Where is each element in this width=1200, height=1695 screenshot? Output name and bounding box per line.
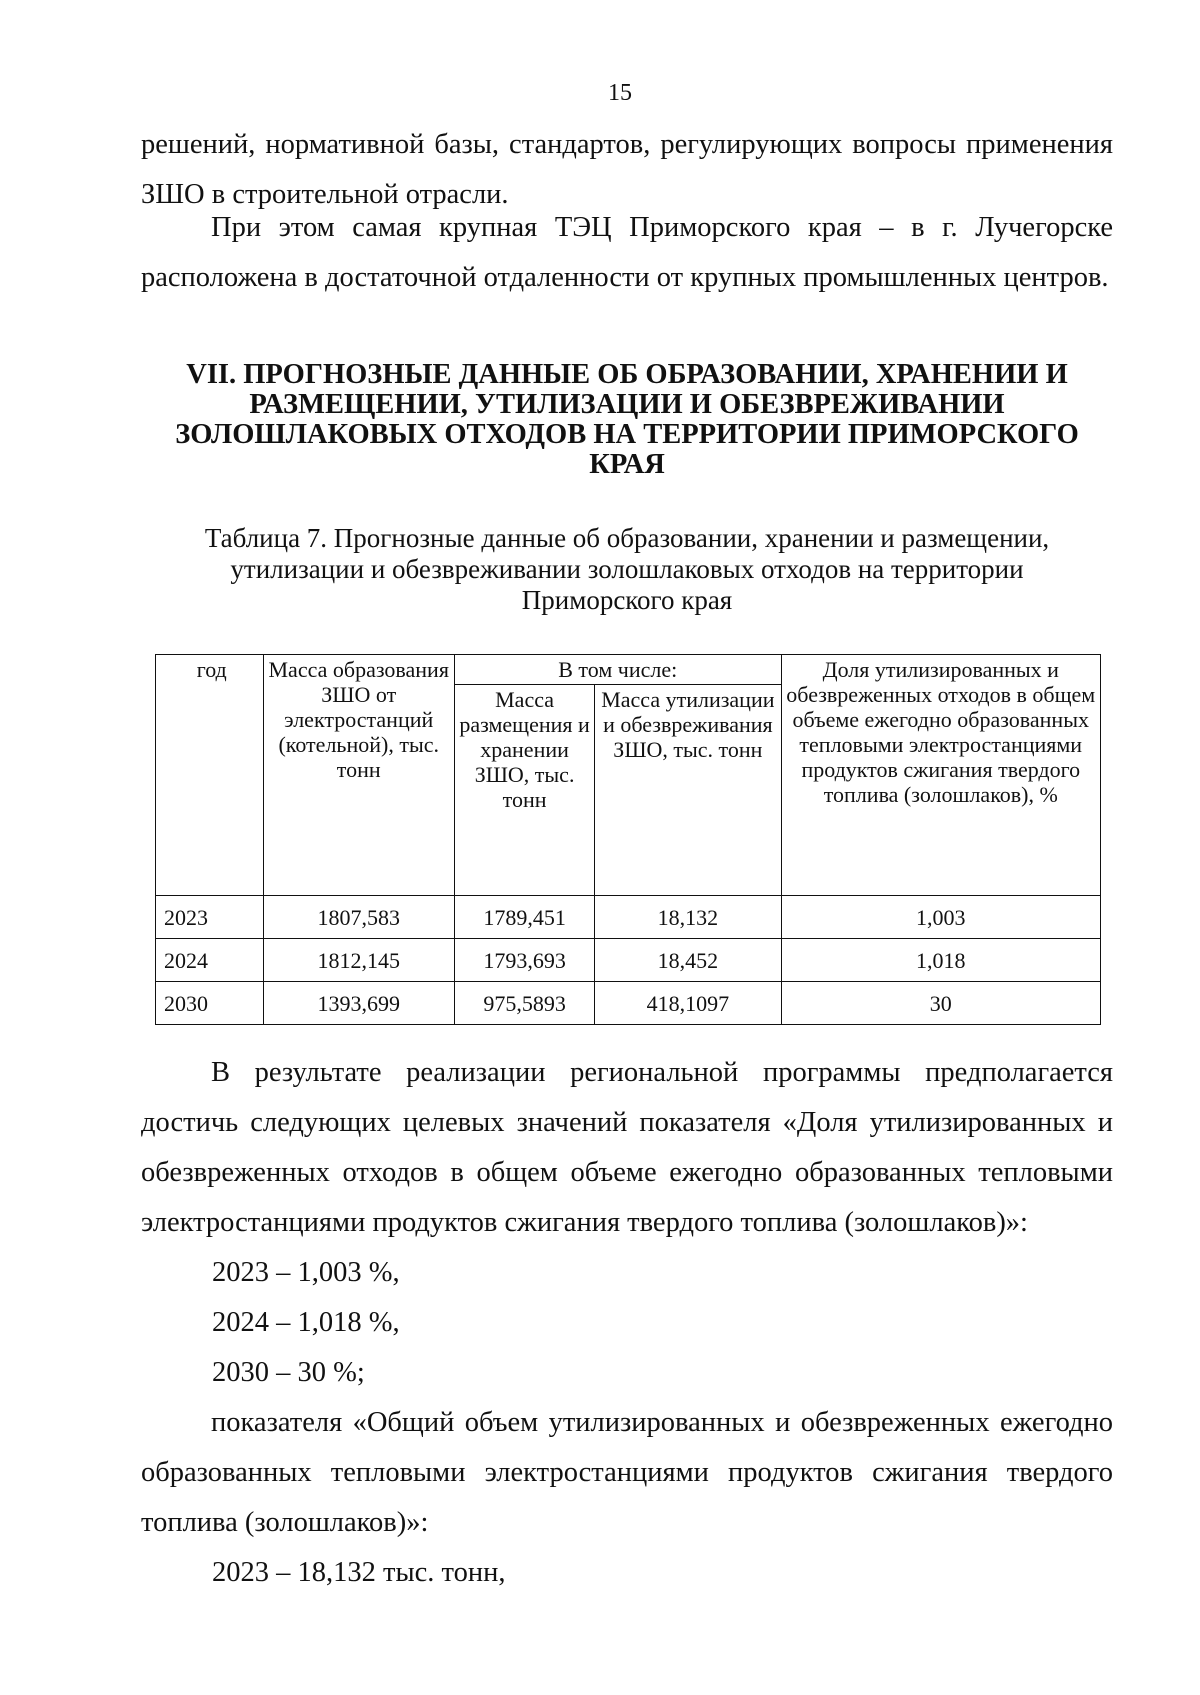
header-mass-total: Масса образования ЗШО от электростанций (котельной), тыс. тонн — [263, 655, 454, 896]
cell-mass-storage: 975,5893 — [454, 982, 594, 1025]
cell-mass-total: 1807,583 — [263, 896, 454, 939]
cell-mass-utilization: 18,132 — [595, 896, 781, 939]
forecast-table — [155, 654, 1101, 1025]
result-paragraph-text: В результате реализации региональной программы предполагается достичь следующих целевых значений показателя «Доля утилизированных и обезвреженных отходов в общем объеме ежегодно образованных тепловыми электростанциями продуктов сжигания твердого топлива (золошлаков)»: — [141, 1057, 1113, 1238]
cell-share: 30 — [781, 982, 1100, 1025]
result-paragraph — [141, 1048, 1113, 1248]
table-row — [156, 896, 1101, 939]
cell-share: 1,018 — [781, 939, 1100, 982]
cell-year: 2023 — [156, 896, 264, 939]
header-mass-storage: Масса размещения и хранении ЗШО, тыс. тонн — [454, 685, 594, 896]
share-target-2024: 2024 – 1,018 %, — [212, 1307, 400, 1338]
cell-mass-storage: 1789,451 — [454, 896, 594, 939]
intro-paragraph-2-text: При этом самая крупная ТЭЦ Приморского края – в г. Лучегорске расположена в достаточной отдаленности от крупных промышленных центров. — [141, 212, 1113, 293]
section-heading — [141, 360, 1113, 480]
intro-paragraph-1-text: решений, нормативной базы, стандартов, регулирующих вопросы применения ЗШО в строительной отрасли. — [141, 129, 1113, 210]
cell-mass-storage: 1793,693 — [454, 939, 594, 982]
cell-year: 2030 — [156, 982, 264, 1025]
section-heading-line-1: VII. ПРОГНОЗНЫЕ ДАННЫЕ ОБ ОБРАЗОВАНИИ, ХРАНЕНИИ И — [186, 359, 1068, 390]
header-year: год — [156, 655, 264, 896]
header-including: В том числе: — [454, 655, 781, 685]
section-heading-line-2: РАЗМЕЩЕНИИ, УТИЛИЗАЦИИ И ОБЕЗВРЕЖИВАНИИ — [249, 389, 1005, 420]
cell-mass-utilization: 418,1097 — [595, 982, 781, 1025]
cell-year: 2024 — [156, 939, 264, 982]
volume-paragraph-text: показателя «Общий объем утилизированных и обезвреженных ежегодно образованных тепловыми электростанциями продуктов сжигания твердого топлива (золошлаков)»: — [141, 1407, 1113, 1538]
table-row — [156, 982, 1101, 1025]
page-number: 15 — [608, 80, 632, 106]
section-heading-line-4: КРАЯ — [589, 449, 665, 480]
intro-paragraph-2 — [141, 203, 1113, 303]
table-header-row — [156, 655, 1101, 685]
cell-mass-total: 1812,145 — [263, 939, 454, 982]
cell-mass-utilization: 18,452 — [595, 939, 781, 982]
volume-paragraph — [141, 1398, 1113, 1548]
cell-share: 1,003 — [781, 896, 1100, 939]
header-share: Доля утилизированных и обезвреженных отходов в общем объеме ежегодно образованных тепловыми электростанциями продуктов сжигания твердого топлива (золошлаков), % — [781, 655, 1100, 896]
table-row — [156, 939, 1101, 982]
volume-target-2023: 2023 – 18,132 тыс. тонн, — [212, 1557, 506, 1588]
share-target-2023: 2023 – 1,003 %, — [212, 1257, 400, 1288]
header-mass-utilization: Масса утилизации и обезвреживания ЗШО, тыс. тонн — [595, 685, 781, 896]
table-caption-line-3: Приморского края — [521, 585, 733, 615]
cell-mass-total: 1393,699 — [263, 982, 454, 1025]
table-caption — [141, 523, 1113, 616]
table-caption-line-1: Таблица 7. Прогнозные данные об образовании, хранении и размещении, — [204, 523, 1050, 553]
section-heading-line-3: ЗОЛОШЛАКОВЫХ ОТХОДОВ НА ТЕРРИТОРИИ ПРИМОРСКОГО — [175, 419, 1079, 450]
table-caption-line-2: утилизации и обезвреживании золошлаковых отходов на территории — [230, 554, 1024, 584]
share-target-2030: 2030 – 30 %; — [212, 1357, 365, 1388]
